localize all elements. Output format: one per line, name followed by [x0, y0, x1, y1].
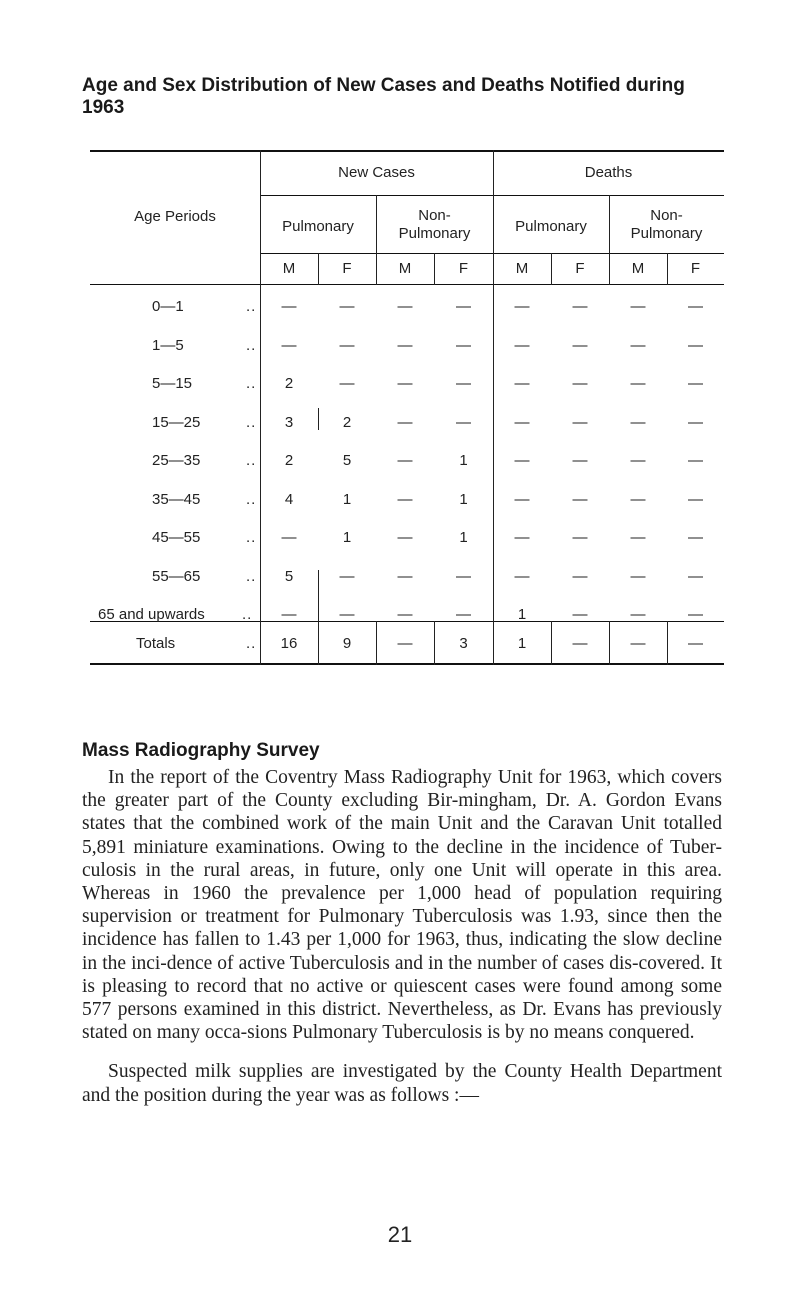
age-period-label: 0—1 [152, 298, 184, 315]
page-title: Age and Sex Distribution of New Cases and Deaths Notified during 1963 [82, 75, 685, 118]
table-cell: — [397, 529, 413, 546]
totals-cell: — [572, 635, 588, 652]
leader-dots: .. [246, 452, 257, 469]
pulmonary-header: Pulmonary [515, 218, 587, 235]
table-cell: — [397, 568, 413, 585]
table-cell: — [630, 491, 646, 508]
table-cell: — [339, 375, 355, 392]
leader-dots: .. [246, 491, 257, 508]
table-cell: — [630, 375, 646, 392]
totals-cell: — [630, 635, 646, 652]
age-period-label: 15—25 [152, 414, 201, 431]
table-cell: — [572, 491, 588, 508]
table-cell: — [397, 452, 413, 469]
table-cell: — [456, 337, 471, 354]
table-cell: 4 [284, 491, 294, 508]
table-cell: — [630, 452, 646, 469]
non-pulmonary-header: Non- Pulmonary [630, 207, 703, 242]
section-heading: Mass Radiography Survey [82, 740, 320, 761]
leader-dots: .. [246, 529, 257, 546]
sex-header: M [282, 260, 296, 277]
table-cell: — [397, 491, 413, 508]
table-cell: — [630, 529, 646, 546]
table-cell: — [688, 337, 703, 354]
age-period-label: 25—35 [152, 452, 201, 469]
age-periods-header: Age Periods [134, 208, 216, 225]
table-cell: 5 [284, 568, 294, 585]
leader-dots: .. [246, 298, 257, 315]
table-cell: — [514, 491, 530, 508]
table-cell: 1 [459, 491, 468, 508]
table-cell: — [339, 606, 355, 623]
table-cell: — [572, 529, 588, 546]
header-rule [260, 253, 724, 254]
page-number: 21 [387, 1222, 413, 1247]
pulmonary-header: Pulmonary [282, 218, 354, 235]
table-cell: — [630, 337, 646, 354]
header-rule [260, 195, 724, 196]
table-cell: — [572, 298, 588, 315]
table-cell: — [339, 568, 355, 585]
paragraph: In the report of the Coventry Mass Radiography Unit for 1963, which covers the greater part of the County excluding Bir-mingham, Dr. A. Gordon Evans states that the combined work of the main Unit and the Caravan Unit totalled 5,891 miniature examinations. Owing to the decline in the incidence of Tuber-culosis in the rural areas, in future, only one Unit will operate in this area. Whereas in 1960 the prevalence per 1,000 head of population requiring supervision or treatment for Pulmonary Tuberculosis was 1.93, since then the incidence has fallen to 1.43 per 1,000 for 1963, thus, indicating the slow decline in the inci-dence of active Tuberculosis and in the number of cases dis-covered. It is pleasing to record that no active or quiescent cases were found among some 577 persons examined in this district. Nevertheless, as Dr. Evans has previously stated on many occa-sions Pulmonary Tuberculosis is by no means conquered. [82, 767, 722, 1044]
non-pulmonary-header: Non- Pulmonary [398, 207, 471, 242]
table-cell: — [456, 606, 471, 623]
sex-header: M [398, 260, 412, 277]
table-cell: — [572, 606, 588, 623]
table-cell: — [688, 298, 703, 315]
age-period-label: 55—65 [152, 568, 201, 585]
table-cell: 1 [459, 529, 468, 546]
new-cases-header: New Cases [338, 164, 415, 181]
table-cell: — [630, 568, 646, 585]
sex-header: F [690, 260, 701, 277]
table-cell: — [688, 568, 703, 585]
sex-header: M [631, 260, 645, 277]
leader-dots: .. [246, 414, 257, 431]
table-cell: — [688, 375, 703, 392]
table-cell: — [456, 414, 471, 431]
table-cell: 3 [284, 414, 294, 431]
table-cell: 1 [517, 606, 527, 623]
table-cell: — [514, 337, 530, 354]
deaths-header: Deaths [584, 164, 633, 181]
table-cell: — [688, 452, 703, 469]
table-cell: — [397, 375, 413, 392]
leader-dots: .. [246, 375, 257, 392]
table-cell: — [456, 568, 471, 585]
table-cell: — [281, 337, 297, 354]
distribution-table: Age Periods New Cases Deaths Pulmonary Non- Pulmonary Pulmonary Non- Pulmonary M F M F M F M F 0—1 .. — — — — — — — — 1—5 .. — — — — — — — — 5—15 .. 2 — — — — — — — 15—25 .. 3 2 — — — — — — 25—35 .. 2 5 — 1 — — — — 35—45 .. 4 1 — 1 — — — — 45—55 .. — 1 — 1 — — — — 55—65 .. 5 — — — — — — — 65 and upwards .. — — — — 1 — — — Totals .. 16 9 — 3 1 — — — [90, 150, 724, 665]
table-cell: — [456, 298, 471, 315]
table-cell: 5 [342, 452, 352, 469]
table-cell: — [456, 375, 471, 392]
table-cell: 1 [342, 529, 352, 546]
table-cell: — [397, 298, 413, 315]
table-cell: — [397, 414, 413, 431]
totals-cell: 16 [280, 635, 298, 652]
totals-cell: 3 [459, 635, 468, 652]
table-cell: — [688, 491, 703, 508]
table-cell: — [281, 529, 297, 546]
sex-header: F [458, 260, 469, 277]
table-cell: — [630, 606, 646, 623]
table-cell: — [630, 298, 646, 315]
totals-cell: — [688, 635, 703, 652]
table-cell: — [514, 568, 530, 585]
totals-cell: 1 [517, 635, 527, 652]
table-cell: — [514, 298, 530, 315]
table-cell: — [339, 298, 355, 315]
leader-dots: .. [246, 337, 257, 354]
table-cell: — [688, 529, 703, 546]
table-cell: — [688, 414, 703, 431]
table-cell: — [630, 414, 646, 431]
age-period-label: 45—55 [152, 529, 201, 546]
table-cell: — [281, 298, 297, 315]
table-top-rule [90, 150, 724, 152]
table-cell: — [281, 606, 297, 623]
table-cell: — [572, 337, 588, 354]
header-rule [90, 284, 724, 285]
table-cell: 1 [342, 491, 352, 508]
sex-header: F [342, 260, 352, 277]
table-cell: — [514, 375, 530, 392]
leader-dots: .. [246, 568, 257, 585]
sex-header: M [515, 260, 529, 277]
table-cell: — [339, 337, 355, 354]
table-cell: — [514, 529, 530, 546]
table-cell: — [572, 414, 588, 431]
table-cell: 1 [459, 452, 468, 469]
age-period-label: 65 and upwards [98, 606, 205, 623]
table-cell: — [397, 337, 413, 354]
table-cell: 2 [342, 414, 352, 431]
age-period-label: 35—45 [152, 491, 201, 508]
table-bottom-rule [90, 663, 724, 665]
table-cell: — [572, 452, 588, 469]
table-cell: — [514, 414, 530, 431]
table-cell: — [514, 452, 530, 469]
table-cell: 2 [284, 375, 294, 392]
paragraph: Suspected milk supplies are investigated by the County Health Department and the position during the year was as follows :— [82, 1061, 722, 1106]
leader-dots: .. [242, 606, 253, 623]
body-text [82, 766, 722, 1107]
table-cell: — [572, 375, 588, 392]
table-cell: — [397, 606, 413, 623]
totals-cell: 9 [342, 635, 352, 652]
age-period-label: 1—5 [152, 337, 184, 354]
sex-header: F [575, 260, 585, 277]
table-cell: — [688, 606, 703, 623]
table-cell: — [572, 568, 588, 585]
totals-cell: — [397, 635, 413, 652]
age-period-label: 5—15 [152, 375, 193, 392]
table-cell: 2 [284, 452, 294, 469]
